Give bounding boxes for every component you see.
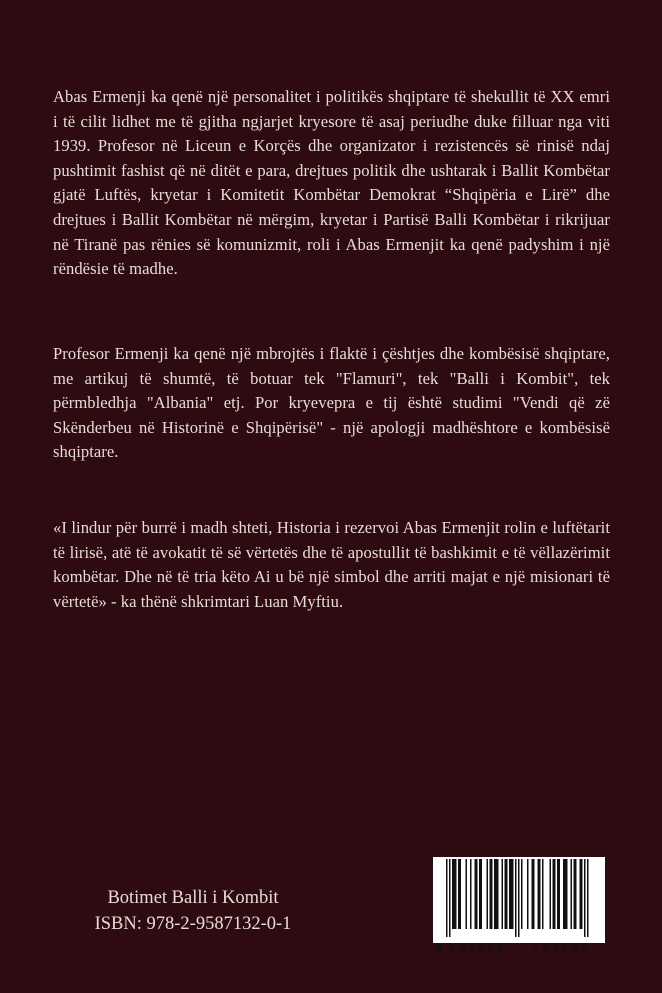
barcode-bar [571,859,573,929]
barcode-bar [587,859,589,937]
isbn-barcode [433,857,605,955]
barcode-bar [458,859,460,929]
barcode-bar [554,859,556,929]
barcode-bar [584,859,586,937]
barcode-bar [542,859,544,929]
isbn-number: ISBN: 978-2-9587132-0-1 [94,914,292,934]
barcode-bar [476,859,478,929]
barcode-bar [563,859,565,929]
barcode-bar [494,859,496,929]
barcode-first-digit: 9 [435,941,442,955]
barcode-bar [575,859,577,929]
barcode-bar [512,859,514,929]
barcode-bar [532,859,534,929]
barcode-bar [566,859,568,929]
barcode-bar [527,859,529,929]
barcode-bar [539,859,541,929]
barcode-bar [490,859,492,929]
barcode-bar [581,859,583,929]
barcode-bar [559,859,561,929]
paragraph-biography: Abas Ermenji ka qenë një personalitet i politikës shqiptare të shekullit të XX emri i të cilit lidhet me të gjitha ngjarjet kryesore të asaj periudhe duke filluar nga viti 1939. Profesor në Liceun e Korçës dhe organizator i rezistencës së rinisë ndaj pushtimit fashist që në ditët e para, drejtues politik dhe ushtarak i Ballit Kombëtar gjatë Luftës, kryetar i Komitetit Kombëtar Demokrat “Shqipëria e Lirë” dhe drejtues i Ballit Kombëtar në mërgim, kryetar i Partisë Balli Kombëtar i rikrijuar në Tiranë pas rënies së komunizmit, roli i Abas Ermenjit ka qenë padyshim i një rëndësie të madhe. [53,87,610,279]
barcode-bar [509,859,511,929]
barcode-bar [574,859,576,929]
barcode-bar [449,859,451,937]
barcode-bar [455,859,457,929]
barcode-bar [506,859,508,929]
barcode-bar [515,859,517,937]
barcode-bar [538,859,540,929]
barcode-bar [521,859,523,929]
barcode-bar [487,859,489,929]
barcode-bar [475,859,477,929]
barcode-bar [505,859,507,929]
barcode-right-group: 713201 [532,941,590,955]
barcode-bar [565,859,567,929]
barcode-bars [433,857,605,943]
barcode-bar [470,859,472,929]
barcode-bar [481,859,483,929]
paragraph-quote: «I lindur për burrë i madh shteti, Historia i rezervoi Abas Ermenjit rolin e luftëtarit të lirisë, atë të avokatit të së vërtetës dhe të apostullit të bashkimit e të vëllazërimit kombëtar. Dhe në të tria këto Ai u bë një simbol dhe arriti majat e një misionari të vërtetë» - ka thënë shkrimtari Luan Myftiu. [53,518,610,611]
barcode-bar [518,859,520,937]
barcode-bar [496,859,498,929]
barcode-bar [511,859,513,929]
barcode-bar [479,859,481,929]
paragraph-works: Profesor Ermenji ka qenë një mbrojtës i flaktë i çështjes dhe kombësisë shqiptare, me artikuj të shumtë, të botuar tek "Flamuri", tek "Balli i Kombit", tek përmbledhja "Albania" etj. Por kryevepra e tij është studimi "Vendi që zë Skënderbeu në Historinë e Shqipërisë" - një apologji madhështore e kombësisë shqiptare. [53,344,610,462]
barcode-bar [452,859,454,929]
barcode-bar [491,859,493,929]
barcode-bar [502,859,504,929]
barcode-bar [454,859,456,929]
barcode-bar [460,859,462,929]
barcode-bar [533,859,535,929]
publisher-name: Botimet Balli i Kombit [107,888,279,908]
barcode-bar [497,859,499,929]
barcode-bar [446,859,448,937]
barcode-bar [550,859,552,929]
barcode-bar [466,859,468,929]
barcode-bar [553,859,555,929]
barcode-bar [580,859,582,929]
barcode-bar [557,859,559,929]
barcode-left-group: 782958 [449,941,507,955]
